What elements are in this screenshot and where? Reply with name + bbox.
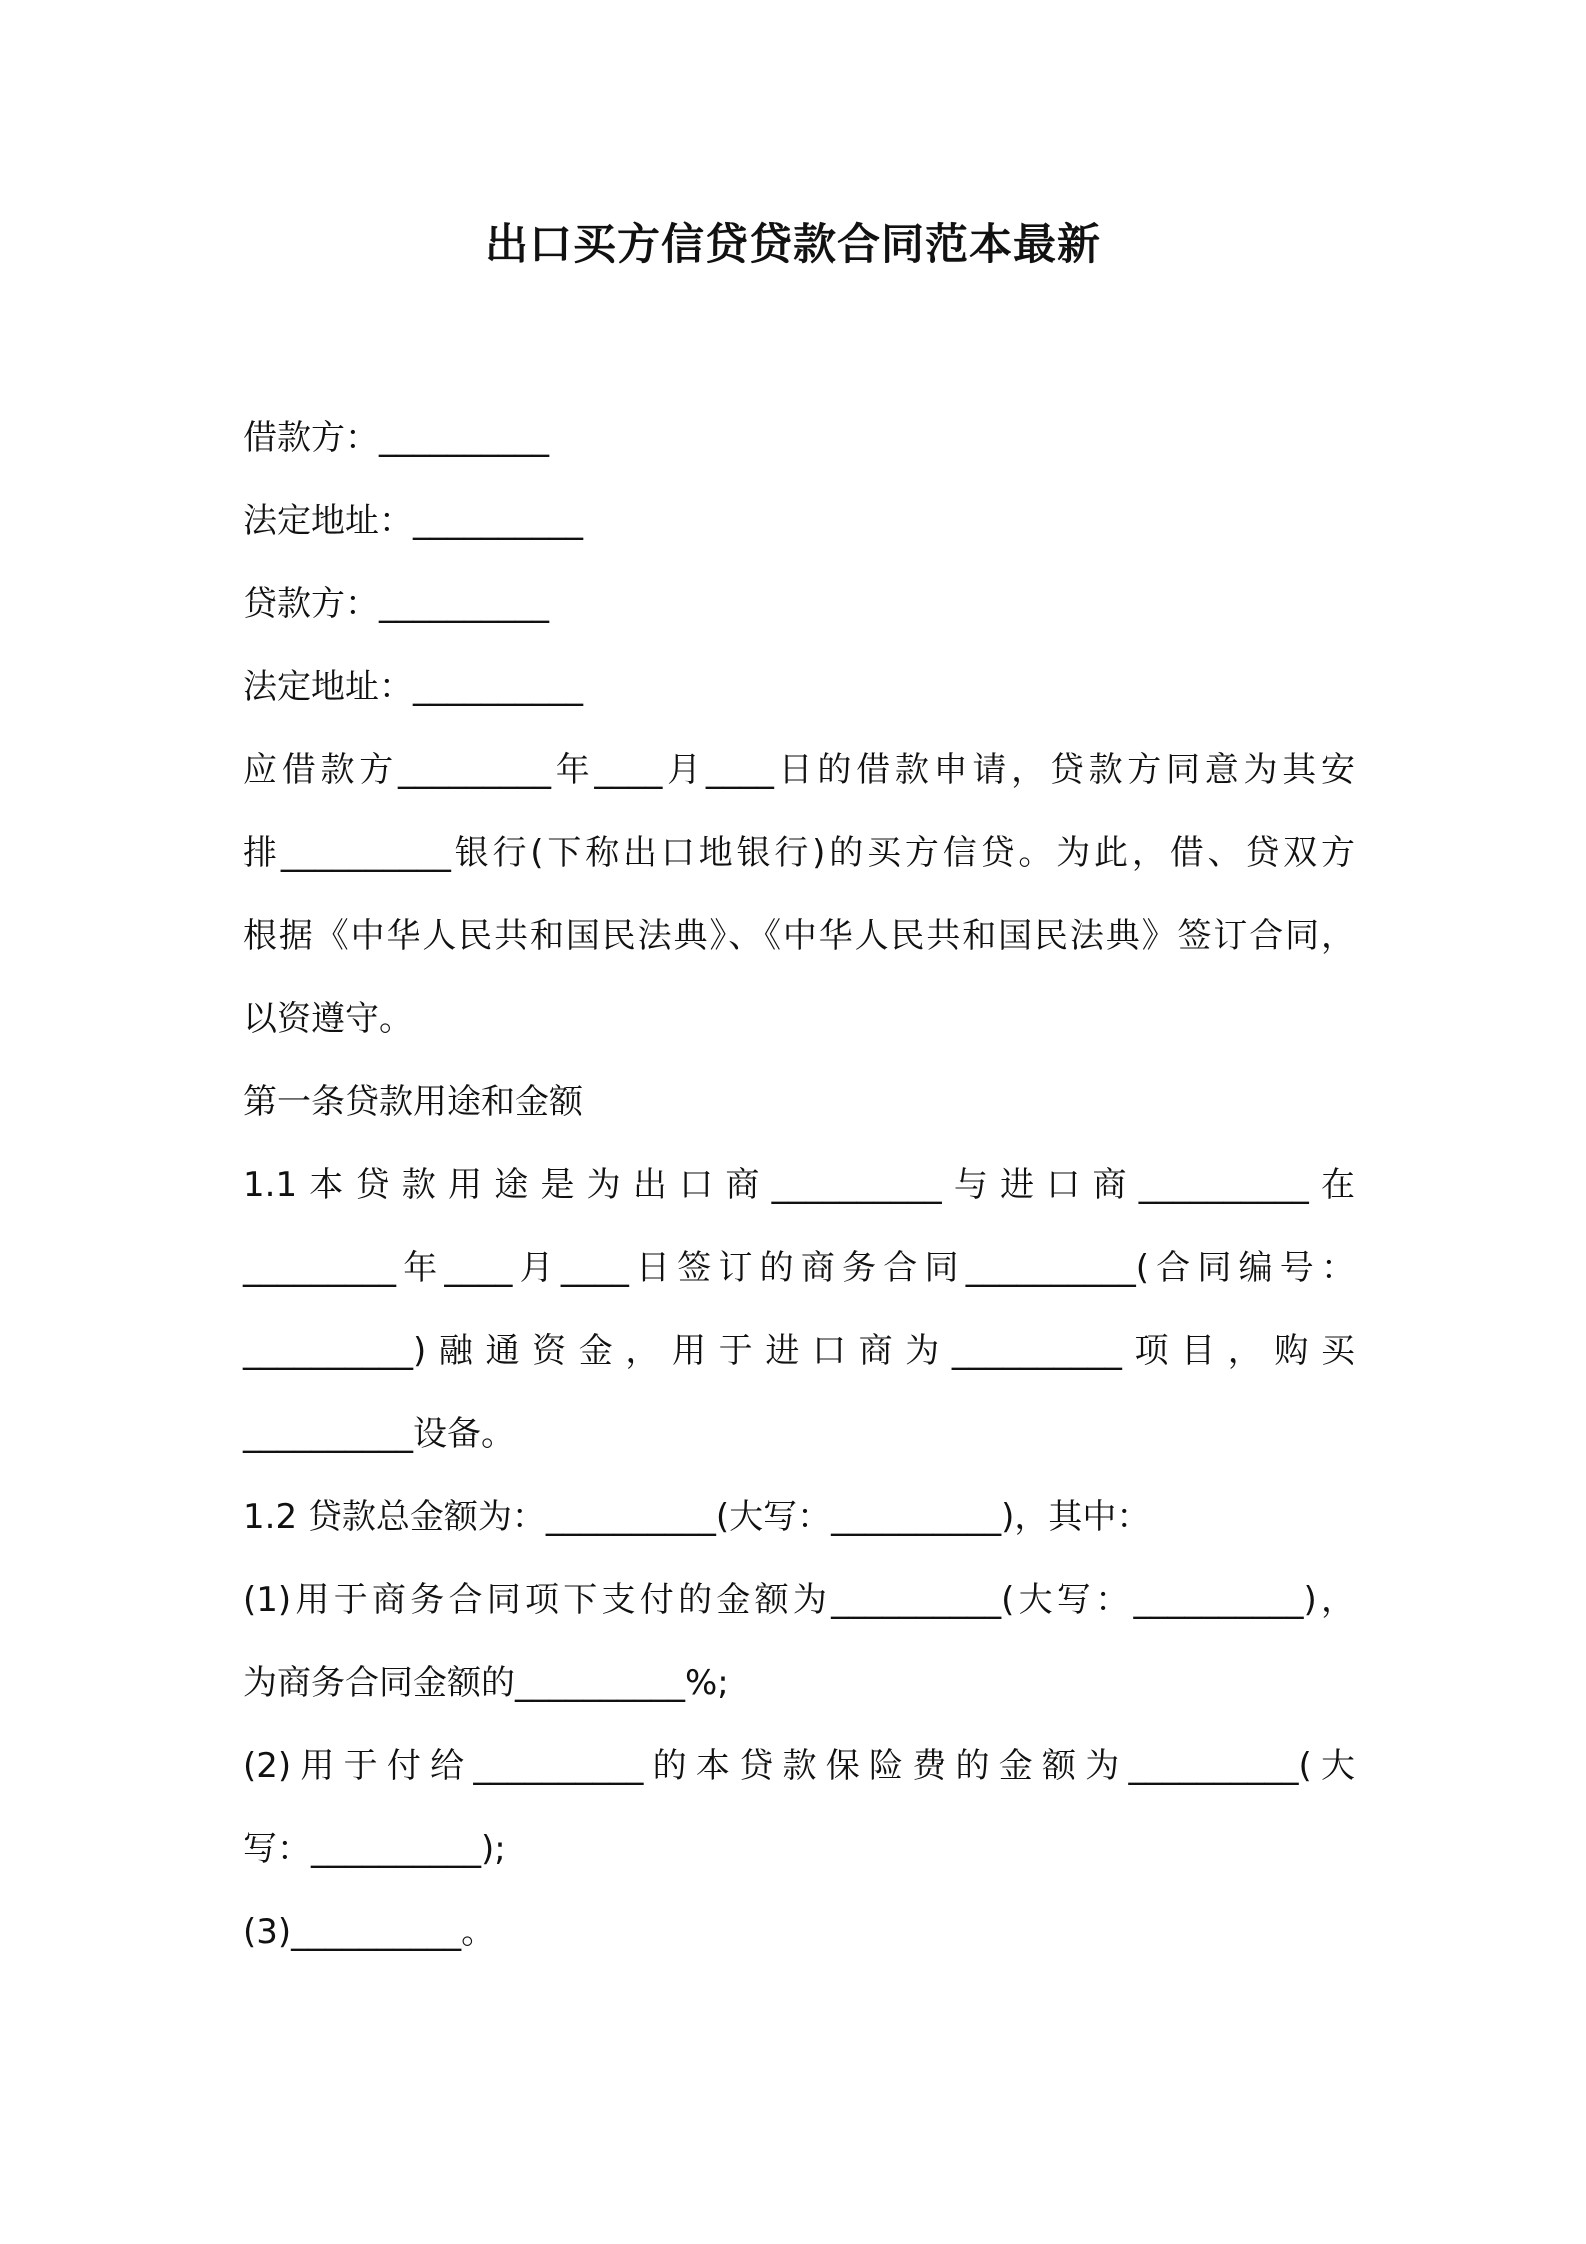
item-3-line: (3)__________。 [243,1912,496,1952]
clause-1-2-line: 1.2 贷款总金额为：__________(大写：__________)，其中： [243,1497,1151,1537]
document-title: 出口买方信贷贷款合同范本最新 [485,220,1101,270]
lender-line: 贷款方：__________ [243,584,549,624]
clause-1-1-line-4: __________设备。 [243,1414,515,1454]
clause-1-1-line-3: __________)融通资金，用于进口商为__________项目，购买 [243,1331,1355,1371]
borrower-line: 借款方：__________ [243,418,549,458]
borrower-address-line: 法定地址：__________ [243,501,583,541]
preamble-line-2: 排__________银行(下称出口地银行)的买方信贷。为此，借、贷双方 [243,833,1355,873]
article-1-heading: 第一条贷款用途和金额 [243,1082,583,1122]
item-1-line-2: 为商务合同金额的__________%; [243,1663,729,1703]
item-1-line-1: (1)用于商务合同项下支付的金额为__________(大写：__________)， [243,1580,1355,1620]
item-2-line-1: (2)用于付给__________的本贷款保险费的金额为__________(大 [243,1746,1355,1786]
clause-1-1-line-1: 1.1本贷款用途是为出口商__________与进口商__________在 [243,1165,1355,1205]
preamble-line-3: 根据《中华人民共和国民法典》、《中华人民共和国民法典》签订合同， [243,916,1355,956]
lender-address-line: 法定地址：__________ [243,667,583,707]
preamble-line-1: 应借款方_________年____月____日的借款申请，贷款方同意为其安 [243,750,1355,790]
item-2-line-2: 写：__________); [243,1829,506,1869]
clause-1-1-line-2: _________年____月____日签订的商务合同__________(合同编号： [243,1248,1355,1288]
preamble-line-4: 以资遵守。 [243,999,413,1039]
